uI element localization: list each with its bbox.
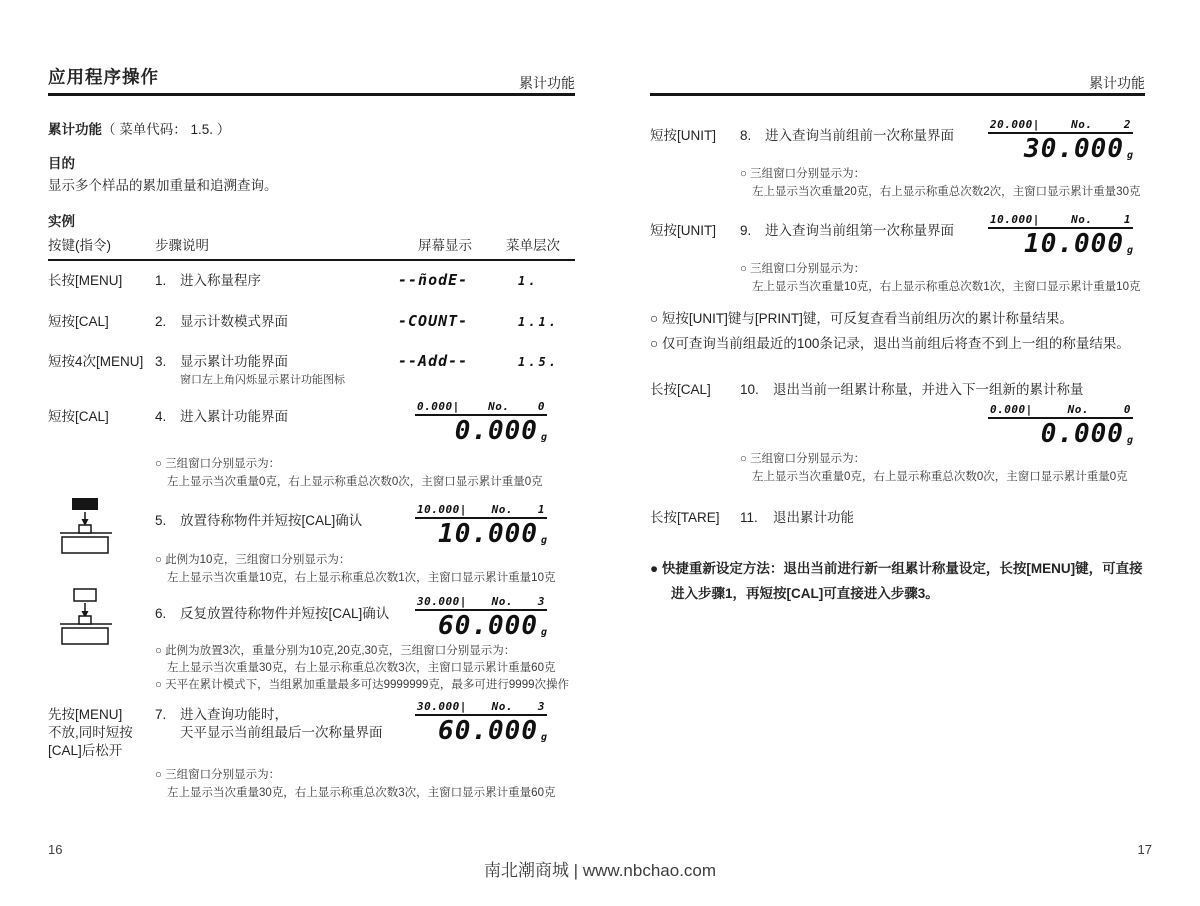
- watermark: 南北潮商城 | www.nbchao.com: [483, 861, 717, 880]
- step-key: 长按[TARE]: [650, 510, 720, 525]
- step-desc: 3. 显示累计功能界面: [155, 354, 288, 369]
- lcd-no-label: No.: [488, 400, 510, 413]
- lcd-no-label: No.: [1071, 118, 1093, 131]
- lcd-main-row: [415, 519, 547, 547]
- lcd-mode-text: --ñodE-: [398, 271, 469, 289]
- lcd-current-weight: 10.000|: [417, 503, 467, 516]
- lcd-unit: g: [540, 627, 547, 638]
- step-key: 短按[CAL]: [48, 314, 109, 329]
- note-line: ○ 此例为10克，三组窗口分别显示为：: [155, 554, 351, 566]
- lcd-no-label: No.: [1071, 213, 1093, 226]
- col-header-desc: 步骤说明: [155, 238, 209, 253]
- note-line: 左上显示当次重量10克，右上显示称重总次数1次，主窗口显示累计重量10克: [167, 572, 556, 584]
- page-number-left: 16: [48, 842, 63, 857]
- step-desc: 5. 放置待称物件并短按[CAL]确认: [155, 513, 363, 528]
- col-header-display: 屏幕显示: [418, 238, 472, 253]
- note-line: 左上显示当次重量30克，右上显示称重总次数3次，主窗口显示累计重量60克: [167, 787, 556, 799]
- note-line: ○ 三组窗口分别显示为：: [740, 453, 866, 465]
- step-key: 短按[UNIT]: [650, 128, 716, 143]
- step-key: 短按[CAL]: [48, 409, 109, 424]
- note-line: ○ 三组窗口分别显示为：: [740, 263, 866, 275]
- lcd-count: 1: [1123, 213, 1131, 226]
- step-desc: 6. 反复放置待称物件并短按[CAL]确认: [155, 606, 390, 621]
- lcd-total-weight: 0.000: [1040, 419, 1124, 449]
- lcd-display: [415, 595, 547, 639]
- lcd-top-row: [415, 503, 547, 519]
- step-desc: 9. 进入查询当前组第一次称量界面: [740, 223, 954, 238]
- lcd-display: [988, 403, 1133, 447]
- note-line: ○ 天平在累计模式下，当组累加重量最多可达9999999克，最多可进行9999次操作: [155, 679, 569, 691]
- step-key: 短按[UNIT]: [650, 223, 716, 238]
- note-line: ○ 此例为放置3次，重量分别为10克,20克,30克，三组窗口分别显示为：: [155, 645, 516, 657]
- note-line: ○ 仅可查询当前组最近的100条记录，退出当前组后将查不到上一组的称量结果。: [650, 336, 1130, 351]
- lcd-count: 3: [537, 595, 545, 608]
- lcd-top-row: [415, 595, 547, 611]
- note-line: ○ 三组窗口分别显示为：: [740, 168, 866, 180]
- page-number-right: 17: [1137, 842, 1152, 857]
- function-name: 累计功能: [48, 122, 102, 137]
- shortcut-note: ● 快捷重新设定方法：退出当前进行新一组累计称量设定，长按[MENU]键，可直接: [650, 561, 1143, 576]
- step-key: 不放,同时短按: [48, 725, 133, 740]
- section-label-left: 累计功能: [519, 75, 575, 91]
- lcd-current-weight: 10.000|: [990, 213, 1040, 226]
- lcd-total-weight: 10.000: [438, 519, 538, 549]
- note-line: 左上显示当次重量10克，右上显示称重总次数1次，主窗口显示累计重量10克: [752, 281, 1141, 293]
- step-key: 短按4次[MENU]: [48, 354, 144, 369]
- step-desc: 8. 进入查询当前组前一次称量界面: [740, 128, 954, 143]
- lcd-unit: g: [1126, 150, 1133, 161]
- shortcut-note-line2: 进入步骤1，再短按[CAL]可直接进入步骤3。: [671, 586, 939, 601]
- lcd-total-weight: 30.000: [1024, 134, 1124, 164]
- place-object-icon: [60, 497, 112, 560]
- menu-level: 1.5.: [518, 355, 559, 369]
- lcd-main-row: [988, 134, 1133, 162]
- lcd-count: 0: [1123, 403, 1131, 416]
- step-desc-line2: 天平显示当前组最后一次称量界面: [180, 725, 383, 740]
- note-line: ○ 三组窗口分别显示为：: [155, 769, 281, 781]
- lcd-unit: g: [540, 535, 547, 546]
- repeat-place-object-icon: [60, 588, 112, 651]
- lcd-count: 3: [537, 700, 545, 713]
- lcd-unit: g: [1126, 435, 1133, 446]
- purpose-heading: 目的: [48, 156, 75, 171]
- step-desc: 1. 进入称量程序: [155, 273, 261, 288]
- lcd-unit: g: [1126, 245, 1133, 256]
- purpose-text: 显示多个样品的累加重量和追溯查询。: [48, 178, 278, 193]
- header-rule-right: [650, 93, 1145, 96]
- lcd-no-label: No.: [491, 700, 514, 713]
- note-line: 左上显示当次重量30克，右上显示称重总次数3次，主窗口显示累计重量60克: [167, 662, 556, 674]
- note-line: 左上显示当次重量0克，右上显示称重总次数0次，主窗口显示累计重量0克: [167, 476, 543, 488]
- step-desc: 10. 退出当前一组累计称量，并进入下一组新的累计称量: [740, 382, 1084, 397]
- lcd-display: [415, 503, 547, 547]
- lcd-main-row: [415, 416, 547, 444]
- section-label-right: 累计功能: [1089, 75, 1145, 91]
- lcd-current-weight: 30.000|: [417, 595, 467, 608]
- lcd-current-weight: 20.000|: [990, 118, 1040, 131]
- lcd-count: 2: [1123, 118, 1131, 131]
- page-title: 应用程序操作: [48, 67, 159, 87]
- lcd-no-label: No.: [491, 503, 514, 516]
- function-title: [48, 121, 230, 139]
- lcd-total-weight: 0.000: [454, 416, 538, 446]
- step-key: [CAL]后松开: [48, 743, 123, 758]
- step-subnote: 窗口左上角闪烁显示累计功能图标: [180, 374, 345, 386]
- lcd-no-label: No.: [491, 595, 514, 608]
- lcd-current-weight: 30.000|: [417, 700, 467, 713]
- col-header-menu: 菜单层次: [506, 238, 560, 253]
- note-line: ○ 短按[UNIT]键与[PRINT]键，可反复查看当前组历次的累计称量结果。: [650, 311, 1073, 326]
- step-key: 长按[CAL]: [650, 382, 711, 397]
- lcd-total-weight: 10.000: [1024, 229, 1124, 259]
- lcd-count: 0: [537, 400, 545, 413]
- lcd-main-row: [415, 611, 547, 639]
- lcd-total-weight: 60.000: [438, 611, 538, 641]
- lcd-mode-text: --Add--: [398, 352, 469, 370]
- lcd-current-weight: 0.000|: [417, 400, 460, 413]
- lcd-top-row: [415, 700, 547, 716]
- lcd-mode-text: -COUNT-: [398, 312, 469, 330]
- lcd-main-row: [988, 229, 1133, 257]
- col-header-key: 按键(指令): [48, 238, 111, 253]
- note-line: 左上显示当次重量0克，右上显示称重总次数0次，主窗口显示累计重量0克: [752, 471, 1128, 483]
- lcd-main-row: [988, 419, 1133, 447]
- lcd-count: 1: [537, 503, 545, 516]
- note-line: ○ 三组窗口分别显示为：: [155, 458, 281, 470]
- menu-level: 1.: [518, 274, 539, 288]
- lcd-main-row: [415, 716, 547, 744]
- lcd-top-row: [988, 118, 1133, 134]
- lcd-display: [988, 118, 1133, 162]
- step-desc: 11. 退出累计功能: [740, 510, 854, 525]
- step-desc: 2. 显示计数模式界面: [155, 314, 288, 329]
- table-header-rule: [48, 259, 575, 261]
- menu-level: 1.1.: [518, 315, 559, 329]
- lcd-unit: g: [540, 432, 547, 443]
- function-code: （ 菜单代码： 1.5. ）: [102, 122, 231, 137]
- lcd-top-row: [988, 213, 1133, 229]
- lcd-top-row: [988, 403, 1133, 419]
- header-rule-left: [48, 93, 575, 96]
- lcd-display: [415, 700, 547, 744]
- lcd-total-weight: 60.000: [438, 716, 538, 746]
- step-key: 先按[MENU]: [48, 707, 123, 722]
- step-desc: 4. 进入累计功能界面: [155, 409, 288, 424]
- note-line: 左上显示当次重量20克，右上显示称重总次数2次，主窗口显示累计重量30克: [752, 186, 1141, 198]
- lcd-display: [415, 400, 547, 444]
- step-key: 长按[MENU]: [48, 273, 123, 288]
- step-desc: 7. 进入查询功能时，: [155, 707, 288, 722]
- lcd-no-label: No.: [1067, 403, 1089, 416]
- lcd-current-weight: 0.000|: [990, 403, 1033, 416]
- example-heading: 实例: [48, 214, 75, 229]
- lcd-display: [988, 213, 1133, 257]
- lcd-top-row: [415, 400, 547, 416]
- lcd-unit: g: [540, 732, 547, 743]
